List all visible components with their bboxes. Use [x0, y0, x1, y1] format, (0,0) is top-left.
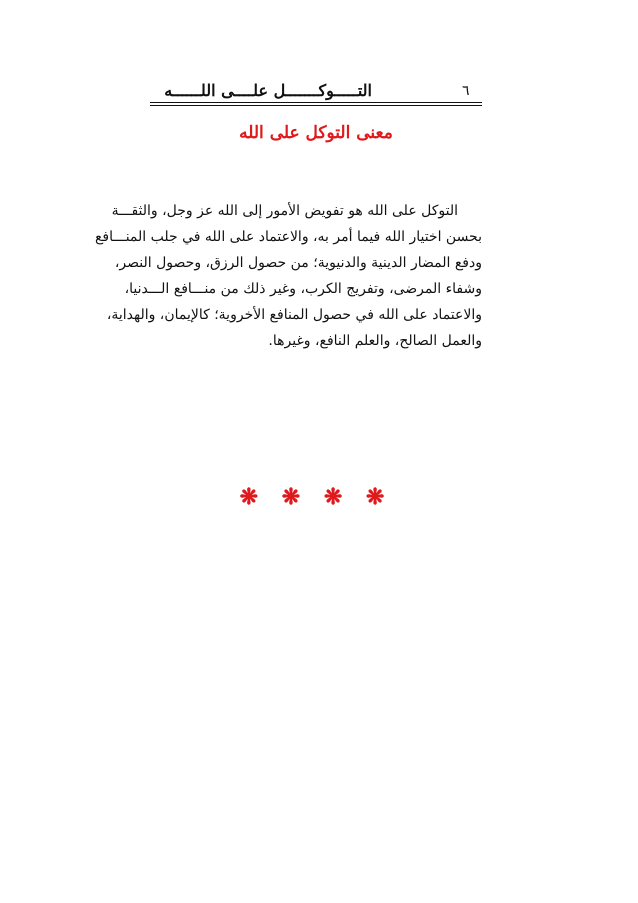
- page-number: ٦: [462, 83, 470, 99]
- paragraph-line: والاعتماد على الله في حصول المنافع الأخروية؛ كالإيمان، والهداية،: [106, 307, 482, 323]
- header-rule-bottom: [150, 105, 482, 106]
- section-heading: معنى التوكل على الله: [239, 123, 393, 143]
- header-rule-top: [150, 102, 482, 103]
- section-separator: ❋ ❋ ❋ ❋: [239, 484, 393, 510]
- paragraph-line: التوكل على الله هو تفويض الأمور إلى الله عز وجل، والثقـــة: [111, 203, 458, 219]
- paragraph-line: بحسن اختيار الله فيما أمر به، والاعتماد على الله في جلب المنـــافع: [94, 229, 482, 245]
- paragraph-line: والعمل الصالح، والعلم النافع، وغيرها.: [268, 333, 482, 349]
- paragraph-line: وشفاء المرضى، وتفريج الكرب، وغير ذلك من منـــافع الـــدنيا،: [124, 281, 482, 297]
- body-paragraph: [94, 198, 482, 354]
- paragraph-line: ودفع المضار الدينية والدنيوية؛ من حصول الرزق، وحصول النصر،: [114, 255, 482, 271]
- running-title: التـــــوكـــــــل علــــى اللــــــه: [164, 81, 372, 100]
- running-header: [150, 80, 482, 102]
